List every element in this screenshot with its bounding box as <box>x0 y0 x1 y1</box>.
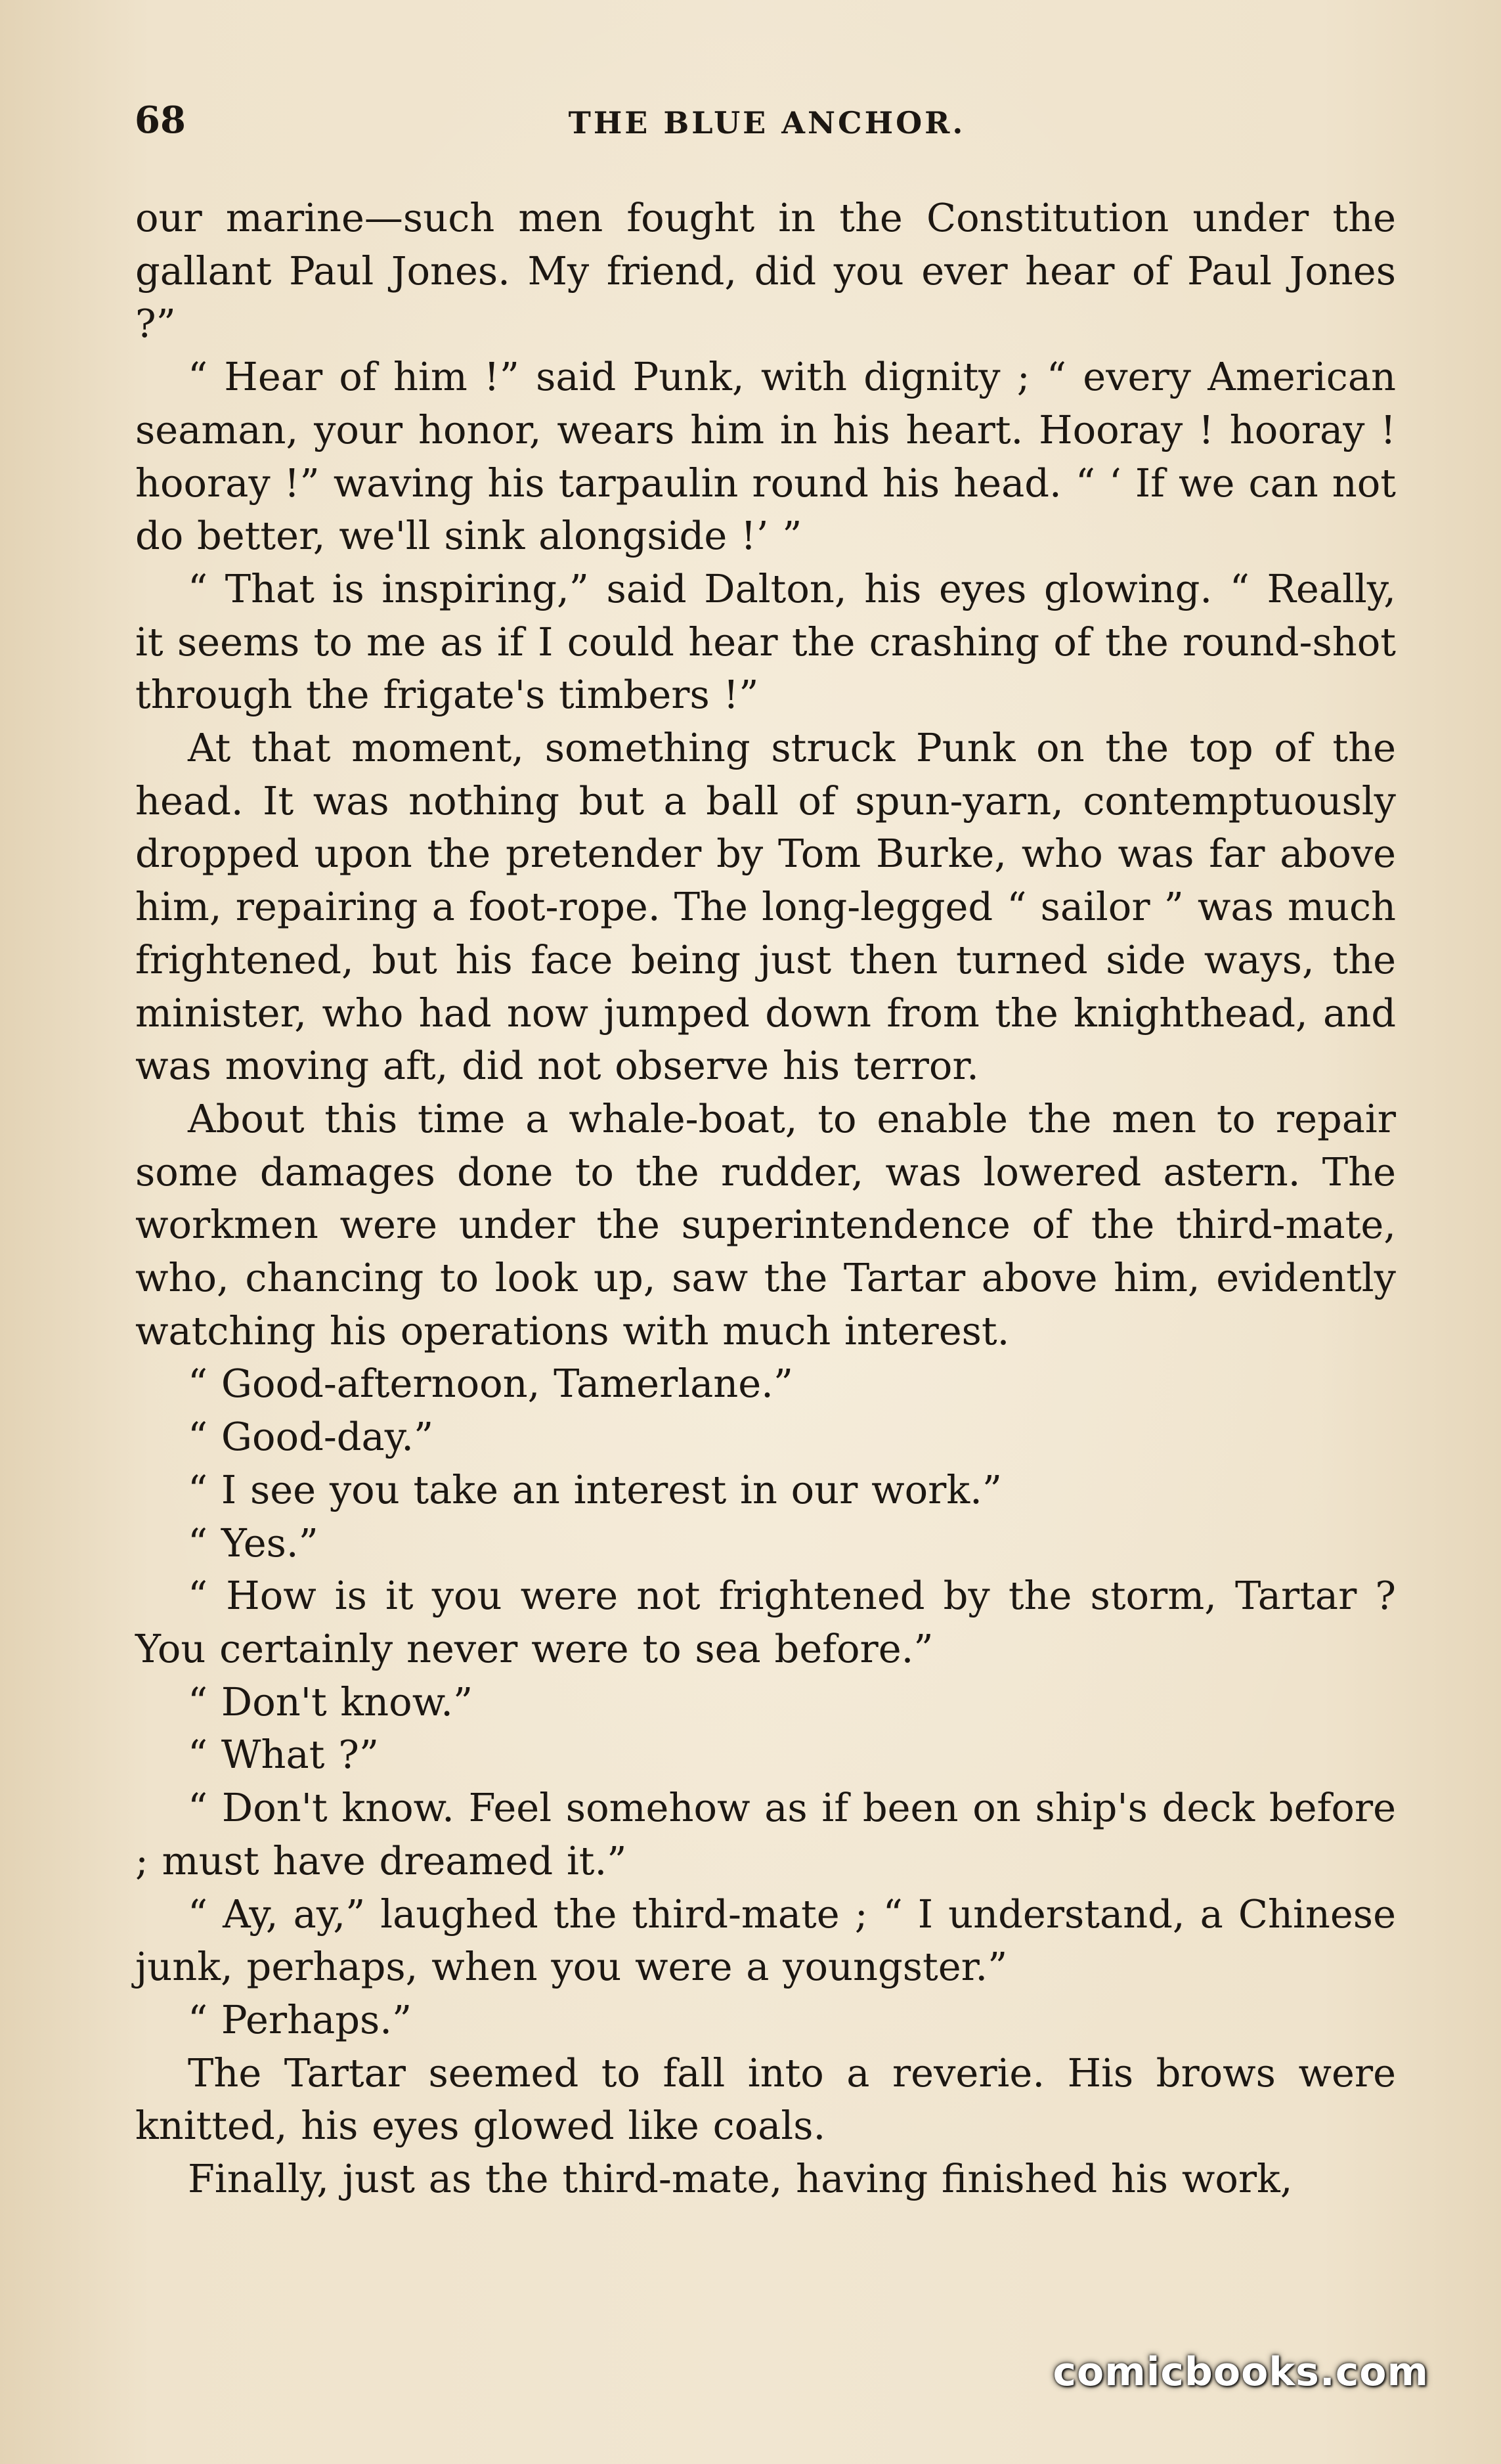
paragraph: “ Perhaps.” <box>188 1996 412 2042</box>
paragraph: “ How is it you were not frightened by the storm, Tartar ? You certainly never were to sea before.” <box>135 1573 1396 1671</box>
paragraph: “ Yes.” <box>188 1520 318 1566</box>
paragraph: “ What ?” <box>188 1732 379 1778</box>
body-text <box>135 192 1396 2206</box>
paragraph: “ I see you take an interest in our work.” <box>188 1466 1003 1512</box>
paragraph: Finally, just as the third-mate, having finished his work, <box>188 2156 1293 2202</box>
paragraph: “ Good-day.” <box>188 1414 434 1460</box>
paragraph: “ Good-afternoon, Tamerlane.” <box>188 1361 794 1407</box>
paragraph: “ That is inspiring,” said Dalton, his eyes glowing. “ Really, it seems to me as if I could hear the crashing of the round-shot through the frigate's timbers !” <box>135 565 1396 718</box>
paragraph: At that moment, something struck Punk on the top of the head. It was nothing but a ball of spun-yarn, contemptuously dropped upon the pretender by Tom Burke, who was far above him, repairing a foot-rope. The long-legged “ sailor ” was much frightened, but his face being just then turned side ways, the minister, who had now jumped down from the knighthead, and was moving aft, did not observe his terror. <box>135 725 1396 1089</box>
running-head: THE BLUE ANCHOR. <box>568 105 966 141</box>
paragraph: “ Don't know. Feel somehow as if been on ship's deck before ; must have dreamed it.” <box>135 1785 1396 1883</box>
page-header <box>135 99 1399 151</box>
page-number: 68 <box>135 99 186 142</box>
paragraph: “ Don't know.” <box>188 1679 473 1725</box>
paragraph: “ Hear of him !” said Punk, with dignity ; “ every American seaman, your honor, wears him in his heart. Hooray ! hooray ! hooray !” waving his tarpaulin round his head. “ ‘ If we can not do better, we'll sink alongside !’ ” <box>135 354 1396 559</box>
paragraph: our marine—such men fought in the Constitution under the gallant Paul Jones. My friend, did you ever hear of Paul Jones ?” <box>135 195 1396 347</box>
watermark-text: comicbooks.com <box>1053 2349 1429 2395</box>
paragraph: “ Ay, ay,” laughed the third-mate ; “ I understand, a Chinese junk, perhaps, when you were a youngster.” <box>135 1891 1396 1990</box>
paragraph: The Tartar seemed to fall into a reverie. His brows were knitted, his eyes glowed like coals. <box>135 2050 1396 2149</box>
paragraph: About this time a whale-boat, to enable the men to repair some damages done to the rudder, was lowered astern. The workmen were under the superintendence of the third-mate, who, chancing to look up, saw the Tartar above him, evidently watching his operations with much interest. <box>135 1095 1396 1353</box>
